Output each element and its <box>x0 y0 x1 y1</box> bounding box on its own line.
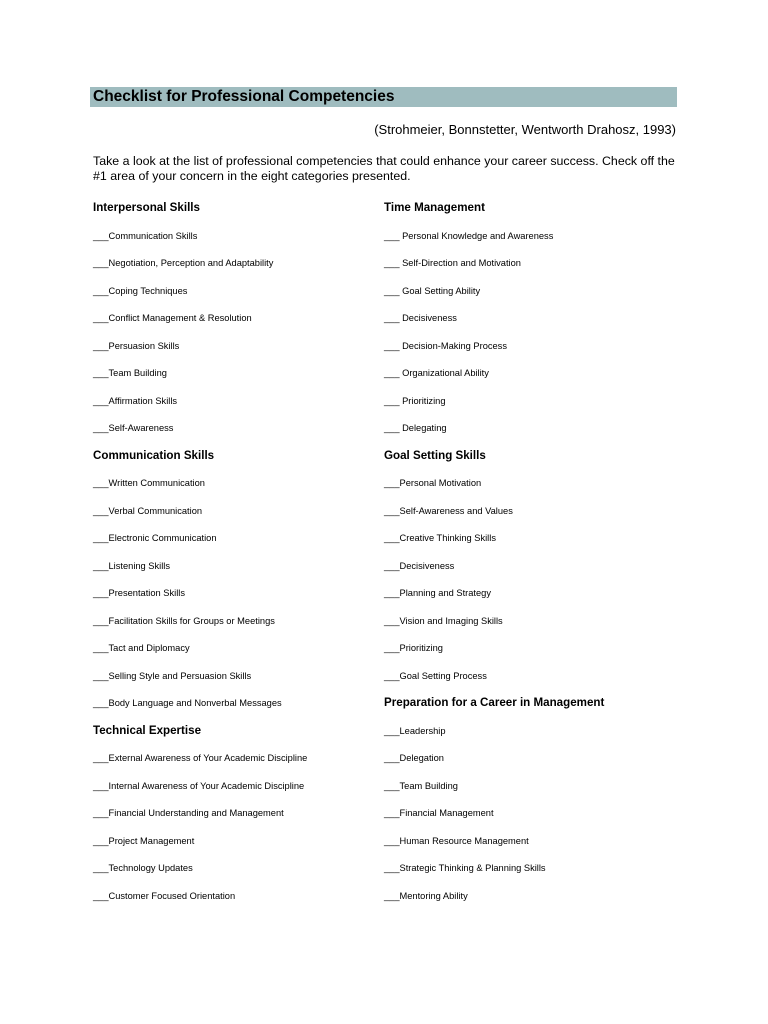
checklist-item: ___Delegation <box>384 753 444 763</box>
checklist-item: ___Leadership <box>384 725 446 736</box>
checklist-item: ___Financial Management <box>384 808 494 818</box>
checklist-item: ___Personal Motivation <box>384 478 482 488</box>
checklist-item: ___Team Building <box>93 368 167 378</box>
section-heading-interpersonal-skills: Interpersonal Skills <box>93 201 200 214</box>
title-bar <box>90 87 677 107</box>
checklist-item: ___Mentoring Ability <box>384 890 468 901</box>
checklist-item: ___External Awareness of Your Academic Discipline <box>93 753 308 763</box>
checklist-item: ___Project Management <box>93 835 195 846</box>
checklist-item: ___Conflict Management & Resolution <box>93 313 252 323</box>
checklist-item: ___ Personal Knowledge and Awareness <box>384 230 554 241</box>
checklist-item: ___Strategic Thinking & Planning Skills <box>384 863 546 873</box>
checklist-item: ___Human Resource Management <box>384 835 529 846</box>
checklist-item: ___Creative Thinking Skills <box>384 533 496 543</box>
checklist-item: ___Vision and Imaging Skills <box>384 615 503 626</box>
checklist-item: ___ Self-Direction and Motivation <box>384 258 521 268</box>
checklist-item: ___Listening Skills <box>93 560 171 571</box>
checklist-item: ___Presentation Skills <box>93 588 185 598</box>
intro-paragraph: Take a look at the list of professional competencies that could enhance your career success. Check off the #1 area of your concern in the eight categories presented. <box>93 154 675 183</box>
checklist-item: ___Goal Setting Process <box>384 670 487 681</box>
checklist-item: ___ Decision-Making Process <box>384 340 507 351</box>
checklist-item: ___Self-Awareness and Values <box>384 505 513 516</box>
checklist-item: ___Persuasion Skills <box>93 340 180 351</box>
checklist-item: ___Affirmation Skills <box>93 395 178 406</box>
checklist-item: ___Customer Focused Orientation <box>93 890 236 901</box>
checklist-item: ___Selling Style and Persuasion Skills <box>93 670 252 681</box>
checklist-item: ___Written Communication <box>93 478 205 488</box>
section-heading-career-in-management: Preparation for a Career in Management <box>384 696 605 709</box>
section-heading-technical-expertise: Technical Expertise <box>93 723 202 737</box>
checklist-item: ___Verbal Communication <box>93 505 203 516</box>
checklist-item: ___Prioritizing <box>384 643 443 653</box>
checklist-item: ___Electronic Communication <box>93 533 217 543</box>
checklist-item: ___Self-Awareness <box>93 423 174 433</box>
checklist-item: ___Communication Skills <box>93 230 198 241</box>
section-heading-communication-skills: Communication Skills <box>93 448 215 462</box>
checklist-item: ___ Prioritizing <box>384 395 446 406</box>
checklist-item: ___Tact and Diplomacy <box>93 643 190 653</box>
section-heading-time-management: Time Management <box>384 201 485 214</box>
checklist-item: ___ Goal Setting Ability <box>384 285 481 296</box>
checklist-item: ___Facilitation Skills for Groups or Meetings <box>93 615 275 626</box>
checklist-item: ___Negotiation, Perception and Adaptability <box>93 258 274 268</box>
checklist-item: ___Planning and Strategy <box>384 588 491 598</box>
checklist-item: ___ Organizational Ability <box>384 368 489 378</box>
checklist-item: ___ Delegating <box>384 423 447 433</box>
checklist-item: ___Decisiveness <box>384 560 455 571</box>
checklist-item: ___Coping Techniques <box>93 285 188 296</box>
citation: (Strohmeier, Bonnstetter, Wentworth Drahosz, 1993) <box>374 122 676 137</box>
right-column <box>384 198 674 913</box>
checklist-item: ___Body Language and Nonverbal Messages <box>93 698 282 708</box>
checklist-item: ___ Decisiveness <box>384 313 457 323</box>
left-column <box>93 198 383 913</box>
page-title: Checklist for Professional Competencies <box>93 88 395 105</box>
checklist-item: ___Internal Awareness of Your Academic Discipline <box>93 780 305 791</box>
checklist-item: ___Technology Updates <box>93 863 193 873</box>
checklist-item: ___Team Building <box>384 780 458 791</box>
section-heading-goal-setting-skills: Goal Setting Skills <box>384 448 486 462</box>
checklist-item: ___Financial Understanding and Management <box>93 808 284 818</box>
